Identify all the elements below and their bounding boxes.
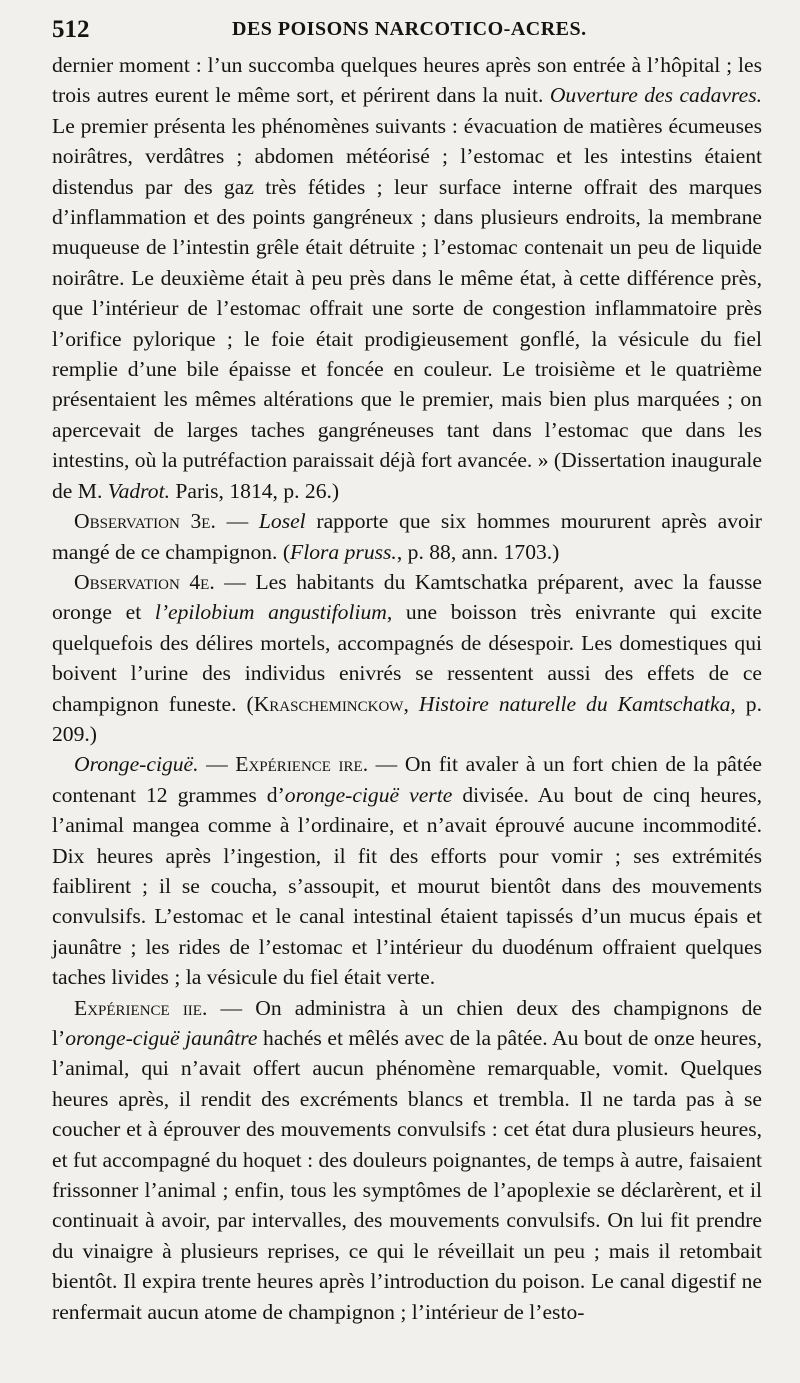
- page-header: [52, 10, 762, 50]
- experiment-2: Expérience iie. — On administra à un chien deux des champignons de l’oronge-ciguë jaunâtre hachés et mêlés avec de la pâtée. Au bout de onze heures, l’animal, qui n’avait offert aucun phénomène remarquable, vomit. Quelques heures après, il rendit des excréments blancs et trembla. Il ne tarda pas à se coucher et à éprouver des mouvements convulsifs : cet état dura plusieurs heures, et fut accompagné du hoquet : des douleurs poignantes, de temps à autre, faisaient frissonner l’animal ; enfin, tous les symptômes de l’apoplexie se déclarèrent, et il continuait à avoir, par intervalles, des mouvements convulsifs. On lui fit prendre du vinaigre à plusieurs reprises, ce qui le réveillait un peu ; mais il retombait bientôt. Il expira trente heures après l’introduction du poison. Le canal digestif ne renfermait aucun atome de champignon ; l’intérieur de l’esto-: [52, 995, 762, 1324]
- page-number: 512: [52, 16, 90, 43]
- species-heading: Oronge-ciguë.: [74, 752, 199, 777]
- species-name: oronge-ciguë verte: [284, 782, 453, 807]
- experiment-1: Oronge-ciguë. — Expérience ire. — On fit avaler à un fort chien de la pâtée contenant 12 grammes d’oronge-ciguë verte divisée. Au bout de cinq heures, l’animal mangea comme à l’ordinaire, et n’avait éprouvé aucune incommodité. Dix heures après l’ingestion, il fit des efforts pour vomir ; ses extrémités faiblirent ; il se coucha, s’assoupit, et mourut bientôt dans des mouvements convulsifs. L’estomac et le canal intestinal étaient tapissés d’un mucus épais et jaunâtre ; les rides de l’estomac et l’intérieur du duodénum offraient quelques taches livides ; la vésicule du fiel était verte.: [52, 752, 762, 990]
- source-title: Flora pruss.: [290, 539, 397, 564]
- source-title: Histoire naturelle du Kamtschatka: [418, 691, 731, 716]
- species-name: oronge-ciguë jaunâtre: [65, 1026, 258, 1050]
- experiment-label: Expérience ire.: [235, 752, 369, 777]
- paragraph-continuation: dernier moment : l’un succomba quelques heures après son entrée à l’hôpital ; les trois autres eurent le même sort, et périrent dans la nuit. Ouverture des cadavres. Le premier présenta les phénomènes suivants : évacuation de matières écumeuses noirâtres, verdâtres ; abdomen météorisé ; l’estomac et les intestins étaient distendus par des gaz très fétides ; leur surface interne offrait des marques d’inflammation et des points gangréneux ; dans plusieurs endroits, la membrane muqueuse de l’intestin grêle était détruite ; l’estomac contenait un peu de liquide noirâtre. Le deuxième était à peu près dans le même état, à cette différence près, que l’intérieur de l’estomac offrait une sorte de congestion inflammatoire près l’orifice pylorique ; le foie était prodigieusement gonflé, la vésicule du fiel remplie d’une bile épaisse et foncée en couleur. Le troisième et le quatrième présentaient les mêmes altérations que le premier, mais bien plus marquées ; on apercevait de larges taches gangréneuses tant dans l’estomac que dans les intestins, où la putréfaction paraissait déjà fort avancée. » (Dissertation inaugurale de M. Vadrot. Paris, 1814, p. 26.): [52, 53, 762, 503]
- observation-label: Observation 3e.: [74, 509, 216, 534]
- section-heading-autopsy: Ouverture des cadavres.: [549, 83, 762, 108]
- observation-4: Observation 4e. — Les habitants du Kamtschatka préparent, avec la fausse oronge et l’epilobium angustifolium, une boisson très enivrante qui excite quelquefois des délires mortels, accompagnés de désespoir. Les domestiques qui boivent l’urine des individus enivrés se ressentent aussi des effets de ce champignon funeste. (Krascheminckow, Histoire naturelle du Kamtschatka, p. 209.): [52, 569, 763, 746]
- experiment-label: Expérience iie.: [74, 995, 208, 1020]
- observation-label: Observation 4e.: [74, 569, 215, 594]
- page-body: [52, 50, 762, 1327]
- plant-name: l’epilobium angustifolium: [154, 600, 387, 625]
- observation-3: Observation 3e. — Losel rapporte que six hommes moururent après avoir mangé de ce champignon. (Flora pruss., p. 88, ann. 1703.): [52, 509, 763, 564]
- running-title: DES POISONS NARCOTICO-ACRES.: [232, 18, 587, 40]
- author-name: Vadrot.: [107, 478, 170, 503]
- author-name: Losel: [258, 509, 306, 534]
- author-name: Krascheminckow: [253, 691, 404, 716]
